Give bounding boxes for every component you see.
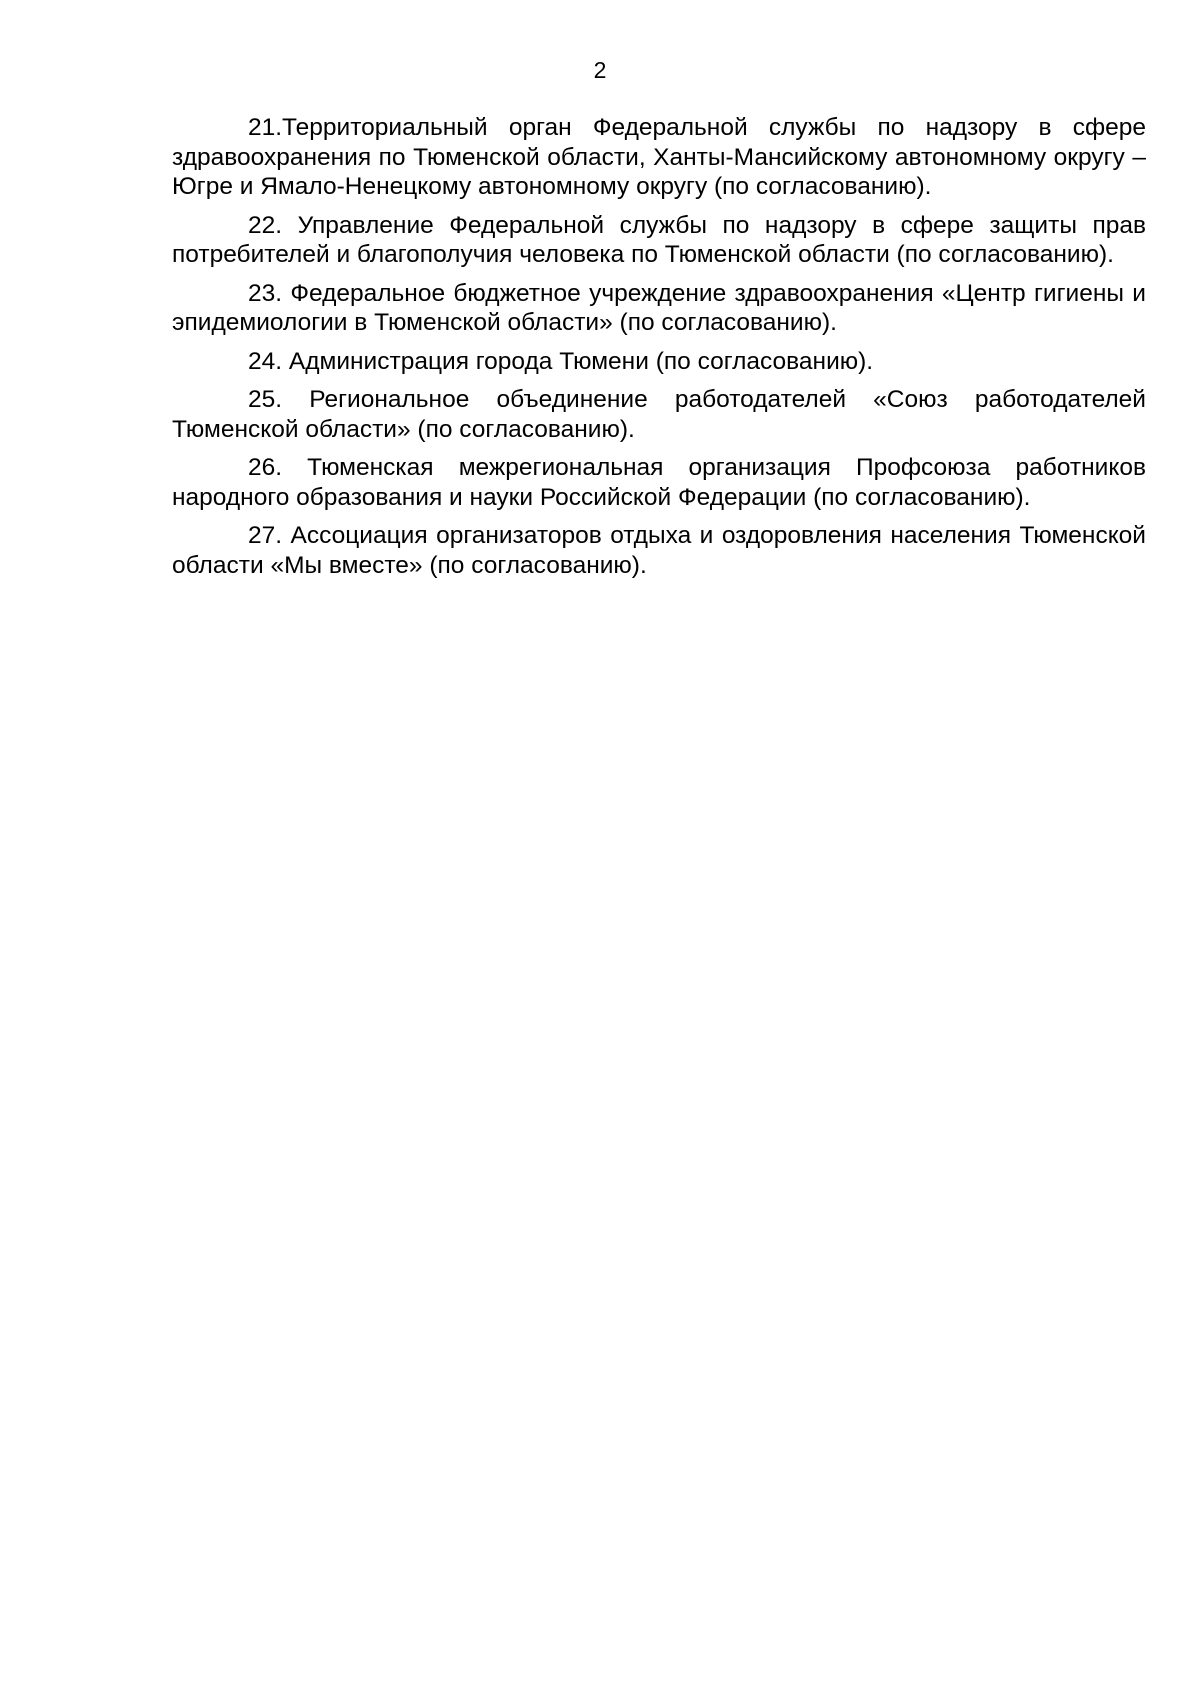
list-item: 26. Тюменская межрегиональная организация Профсоюза работников народного образования и науки Российской Федерации (по согласованию). (172, 454, 1146, 511)
organization-list (172, 113, 1146, 589)
list-item: 23. Федеральное бюджетное учреждение здравоохранения «Центр гигиены и эпидемиологии в Тюменской области» (по согласованию). (172, 279, 1146, 336)
list-item: 21.Территориальный орган Федеральной службы по надзору в сфере здравоохранения по Тюменской области, Ханты-Мансийскому автономному округу – Югре и Ямало-Ненецкому автономному округу (по согласованию). (172, 114, 1146, 200)
list-item: 25. Региональное объединение работодателей «Союз работодателей Тюменской области» (по согласованию). (172, 386, 1146, 443)
list-item: 22. Управление Федеральной службы по надзору в сфере защиты прав потребителей и благополучия человека по Тюменской области (по согласованию). (172, 211, 1146, 268)
list-item: 24. Администрация города Тюмени (по согласованию). (248, 347, 874, 375)
page-number: 2 (593, 57, 607, 83)
list-item: 27. Ассоциация организаторов отдыха и оздоровления населения Тюменской области «Мы вместе» (по согласованию). (172, 522, 1146, 579)
